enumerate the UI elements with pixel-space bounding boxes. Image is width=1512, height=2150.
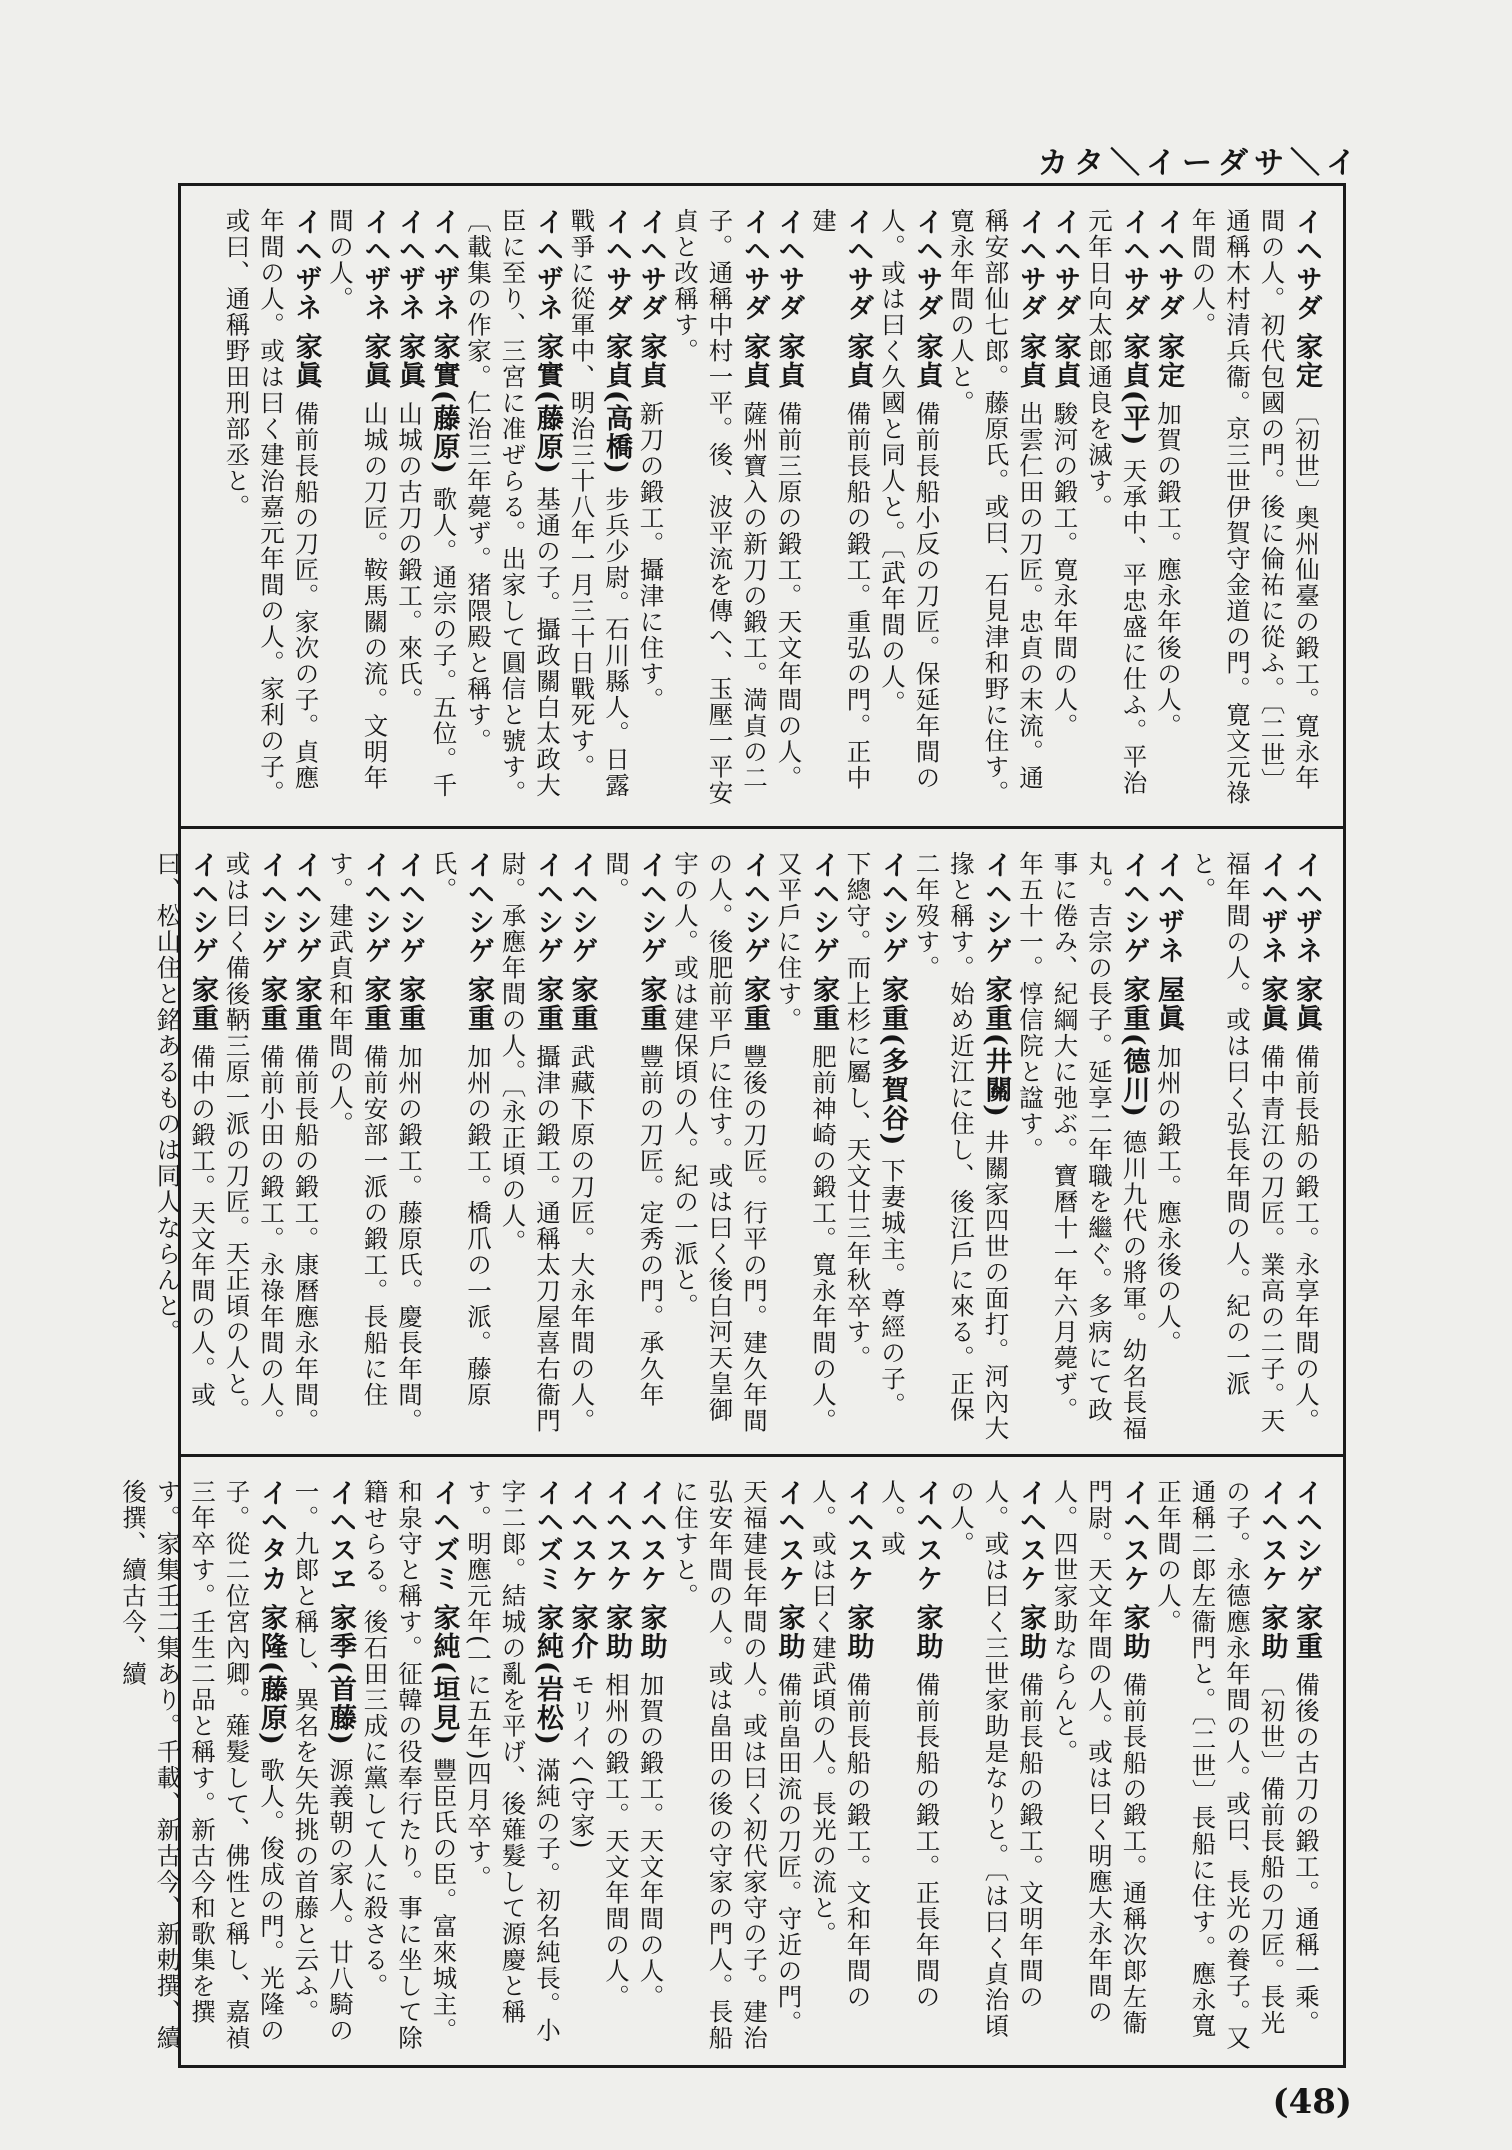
- entry-headword: イヘシゲ: [359, 851, 391, 976]
- dictionary-entry: [564, 208, 633, 814]
- entry-headword: イヘザネ: [1153, 851, 1184, 976]
- running-header: カタ＼イーダサ＼イ: [1038, 146, 1362, 181]
- entry-headword: イヘスケ: [566, 1479, 598, 1604]
- entry-headword: イヘシゲ: [187, 851, 218, 976]
- entry-headword: イヘザネ: [359, 208, 391, 333]
- entry-name: 家貞: [1049, 332, 1081, 401]
- entry-name: 家助: [1118, 1603, 1150, 1672]
- entry-headword: イヘサダ: [911, 208, 943, 333]
- dictionary-entry: [323, 208, 392, 814]
- dictionary-entry: [1185, 851, 1289, 1442]
- entry-definition: 備前長船の鍛工。永享年間の人。: [1292, 1043, 1321, 1434]
- entry-name: 家重: [394, 975, 425, 1044]
- dictionary-entry: [633, 1479, 668, 2053]
- entry-headword: イヘサダ: [601, 208, 632, 333]
- entry-name: 家重: [290, 975, 322, 1044]
- dictionary-entry: [357, 1479, 461, 2053]
- entry-headword: イヘスケ: [842, 1479, 874, 1604]
- entry-name: 家隆(藤原): [256, 1603, 287, 1758]
- dictionary-frame: [119, 183, 1346, 2068]
- entry-headword: イヘシゲ: [1291, 1479, 1322, 1604]
- dictionary-entry: [564, 851, 599, 1442]
- entry-definition: 備後の古刀の鍛工。通稱一乘。: [1292, 1671, 1321, 2036]
- entry-headword: イヘサダ: [1118, 208, 1150, 333]
- entry-name: 家重: [463, 975, 494, 1044]
- entry-headword: イヘシゲ: [256, 851, 287, 976]
- entry-name: 家助: [635, 1603, 667, 1672]
- entry-name: 家純(垣見): [428, 1603, 460, 1758]
- dictionary-entry: [840, 851, 909, 1442]
- dictionary-entry: [1289, 1479, 1324, 2053]
- entry-definition: 備前三原の鍛工。天文年間の人。: [774, 400, 804, 791]
- entry-definition: 源義朝の家人。廿八騎の一。九郞と稱し、異名を矢先挑の首藤と云ふ。: [291, 1479, 355, 2044]
- dictionary-entry: [599, 1479, 634, 2053]
- entry-definition: 基通の子。攝政關白太政大臣に至り、三宮に准ぜらる。出家して圓信と號す。〔載集の作家。仁治三年薨ず。猪隈殿と稱す。: [464, 208, 562, 806]
- entry-definition: 武藏下原の刀匠。大永年間の人。: [567, 1043, 597, 1434]
- entry-name: 家重: [532, 975, 563, 1044]
- entry-definition: 加州の鍛工。藤原氏。慶長年間。: [395, 1043, 424, 1434]
- entry-headword: イヘスケ: [1118, 1479, 1150, 1604]
- entry-definition: 備前長船小反の刀匠。保延年間の人。或は曰く久國と同人と。〔武年間の人。: [878, 208, 942, 791]
- entry-definition: 備前長船の鍛工。文和年間の人。或は曰く建武頃の人。長光の流と。: [809, 1479, 873, 2010]
- entry-definition: 加州の鍛工。應永後の人。: [1154, 1043, 1183, 1356]
- entry-definition: 天承中、平忠盛に仕ふ。平治元年日向太郎通良を滅す。: [1085, 208, 1149, 796]
- entry-definition: 歌人。通宗の子。五位。千: [429, 486, 459, 799]
- entry-name: 家助: [1256, 1603, 1288, 1672]
- dictionary-entry: [806, 1479, 875, 2053]
- entry-name: 家重: [1291, 1603, 1322, 1672]
- dictionary-entry: [219, 851, 288, 1442]
- dictionary-entry: [392, 851, 427, 1442]
- entry-definition: 歌人。俊成の門。光隆の子。從二位宮內卿。薙髮して、佛性と稱し、嘉禎三年卒す。壬生二品と稱す。新古今和歌集を撰す。家集壬二集あり。千載、新古今、新勅撰、續後撰、續古今、續: [119, 1479, 286, 2051]
- entry-definition: モリイヘ(守家): [567, 1671, 597, 1850]
- entry-definition: 備中の鍛工。天文年間の人。或曰、松山住と銘あるものは同人ならんと。: [153, 851, 217, 1408]
- entry-name: 家貞: [1015, 332, 1046, 401]
- entry-headword: イヘサダ: [739, 208, 770, 333]
- entry-headword: イヘザネ: [532, 208, 563, 333]
- entry-name: 家重: [359, 975, 391, 1044]
- entry-headword: イヘシゲ: [566, 851, 598, 976]
- dictionary-entry: [909, 851, 1013, 1442]
- entry-headword: イヘサダ: [1015, 208, 1046, 333]
- entry-headword: イヘズミ: [428, 1479, 460, 1604]
- entry-name: 家定: [1153, 332, 1184, 401]
- entry-headword: イヘシゲ: [463, 851, 494, 976]
- entry-headword: イヘシゲ: [739, 851, 770, 976]
- dictionary-entry: [288, 1479, 357, 2053]
- dictionary-entry: [875, 1479, 944, 2053]
- entry-name: 屋眞: [1153, 975, 1184, 1044]
- entry-headword: イヘスケ: [911, 1479, 943, 1604]
- panel-middle: [153, 826, 1343, 1454]
- dictionary-entry: [1082, 208, 1151, 814]
- entry-definition: 德川九代の將軍。幼名長福丸。吉宗の長子。延享二年職を繼ぐ。多病にて政事に倦み、紀綱大に弛ぶ。寶曆十一年六月薨ず。年五十一。惇信院と諡す。: [1016, 851, 1149, 1442]
- entry-name: 家貞(平): [1118, 332, 1150, 458]
- entry-name: 家眞: [1256, 975, 1288, 1044]
- entry-headword: イヘズミ: [532, 1479, 563, 1604]
- entry-name: 家純(岩松): [532, 1603, 563, 1758]
- entry-name: 家季(首藤): [325, 1603, 356, 1758]
- dictionary-entry: [771, 208, 806, 814]
- entry-definition: 備前長船の鍛工。重弘の門。正中建: [809, 208, 873, 791]
- entry-name: 家助: [911, 1603, 943, 1672]
- entry-name: 家重: [187, 975, 218, 1044]
- dictionary-entry: [392, 208, 427, 814]
- entry-name: 家貞: [739, 332, 770, 401]
- entry-definition: 加州の鍛工。橋爪の一派。藤原氏。: [429, 851, 493, 1408]
- dictionary-entry: [288, 851, 323, 1442]
- entry-name: 家重: [739, 975, 770, 1044]
- dictionary-entry: [668, 1479, 806, 2053]
- entry-headword: イヘシゲ: [635, 851, 667, 976]
- entry-definition: 備前長船の鍛工。文明年間の人。或は曰く三世家助是なりと。〔は曰く貞治頃の人。: [947, 1479, 1045, 2039]
- entry-headword: イヘサダ: [842, 208, 874, 333]
- entry-definition: 新刀の鍛工。攝津に住す。: [636, 400, 666, 713]
- panel-bottom: [119, 1454, 1343, 2065]
- entry-definition: 豐前の刀匠。定秀の門。承久年間。: [602, 851, 666, 1408]
- panel-text: [191, 208, 1323, 814]
- entry-name: 家重(多賀谷): [877, 975, 908, 1158]
- entry-name: 家貞: [773, 332, 805, 401]
- dictionary-entry: [1151, 1479, 1289, 2053]
- dictionary-entry: [116, 1479, 289, 2053]
- entry-name: 家助: [842, 1603, 874, 1672]
- entry-headword: イヘシゲ: [532, 851, 563, 976]
- entry-definition: 備前長船の鍛工。康曆應永年間。: [291, 1043, 321, 1434]
- entry-name: 家重: [256, 975, 287, 1044]
- entry-definition: 備前長船の鍛工。通稱次郞左衞門尉。天文年間の人。或は曰く明應大永年間の人。四世家助ならんと。: [1050, 1479, 1149, 2036]
- entry-name: 家助: [1015, 1603, 1046, 1672]
- entry-headword: イヘスケ: [1256, 1479, 1288, 1604]
- dictionary-entry: [1151, 208, 1186, 814]
- dictionary-entry: [944, 208, 1048, 814]
- entry-name: 家眞: [394, 332, 425, 401]
- dictionary-entry: [1289, 851, 1324, 1442]
- entry-headword: イヘサダ: [773, 208, 805, 333]
- dictionary-entry: [426, 208, 461, 814]
- entry-definition: 步兵少尉。石川縣人。日露戰爭に從軍中、明治三十八年一月三十日戰死す。: [567, 208, 631, 799]
- entry-headword: イヘシゲ: [290, 851, 322, 976]
- dictionary-entry: [668, 208, 772, 814]
- entry-name: 家助: [601, 1603, 632, 1672]
- entry-headword: イヘシゲ: [1118, 851, 1150, 976]
- entry-headword: イヘスケ: [1015, 1479, 1046, 1604]
- entry-definition: 山城の刀匠。鞍馬關の流。文明年間の人。: [326, 208, 390, 791]
- entry-definition: 豐後の刀匠。行平の門。建久年間の人。後肥前平戶に住す。或は曰く後白河天皇御宇の人。或は建保頃の人。紀の一派と。: [671, 851, 769, 1434]
- entry-name: 家重(德川): [1118, 975, 1150, 1130]
- entry-name: 家眞: [290, 332, 322, 401]
- panel-text: [119, 1479, 1323, 2053]
- entry-headword: イヘタカ: [256, 1479, 287, 1604]
- entry-definition: 出雲仁田の刀匠。忠貞の末流。通稱安部仙七郎。藤原氏。或曰、石見津和野に住す。寛永年間の人と。: [947, 208, 1045, 806]
- dictionary-entry: [426, 851, 495, 1442]
- page-number: (48): [1272, 2082, 1352, 2122]
- entry-headword: イヘスケ: [773, 1479, 805, 1604]
- entry-name: 家定: [1291, 332, 1322, 401]
- entry-headword: イヘサダ: [1049, 208, 1081, 333]
- entry-headword: イヘスヱ: [325, 1479, 356, 1604]
- entry-definition: 加賀の鍛工。應永年後の人。: [1154, 400, 1183, 739]
- entry-headword: イヘシゲ: [877, 851, 908, 976]
- entry-name: 家介: [566, 1603, 598, 1672]
- dictionary-entry: [495, 851, 564, 1442]
- dictionary-entry: [1185, 208, 1323, 814]
- entry-name: 家重: [808, 975, 839, 1044]
- entry-name: 家重(井關): [980, 975, 1012, 1130]
- entry-definition: 〔初世〕備前長船の刀匠。長光の子。永德應永年間の人。或曰、長光の養子。又通稱二郞左衞門と。〔二世〕長船に住す。應永寬正年間の人。: [1154, 1479, 1287, 2051]
- entry-definition: 備中青江の刀匠。業高の二子。天福年間の人。或は曰く弘長年間の人。紀の一派と。: [1188, 851, 1287, 1434]
- entry-headword: イヘスケ: [635, 1479, 667, 1604]
- entry-name: 家眞: [1291, 975, 1322, 1044]
- entry-definition: 備前長船の刀匠。家次の子。貞應年間の人。或は曰く建治嘉元年間の人。家利の子。或曰、通稱野田刑部丞と。: [222, 208, 321, 806]
- entry-headword: イヘシゲ: [394, 851, 425, 976]
- entry-headword: イヘサダ: [1153, 208, 1184, 333]
- dictionary-entry: [461, 208, 565, 814]
- entry-definition: 相州の鍛工。天文年間の人。: [602, 1671, 631, 2010]
- dictionary-entry: [1013, 851, 1151, 1442]
- entry-name: 家貞: [842, 332, 874, 401]
- entry-headword: イヘサダ: [635, 208, 667, 333]
- entry-definition: 攝津の鍛工。通稱太刀屋喜右衞門尉。承應年間の人。〔永正頃の人。: [498, 851, 562, 1434]
- dictionary-entry: [875, 208, 944, 814]
- panel-top: [181, 186, 1343, 826]
- entry-definition: 山城の古刀の鍛工。來氏。: [395, 400, 424, 713]
- entry-headword: イヘザネ: [1256, 851, 1288, 976]
- entry-headword: イヘザネ: [394, 208, 425, 333]
- dictionary-entry: [323, 851, 392, 1442]
- entry-name: 家眞: [359, 332, 391, 401]
- entry-definition: 薩州寶入の新刀の鍛工。満貞の二子。通稱中村一平。後、波平流を傳へ、玉壓一平安貞と改稱す。: [671, 208, 769, 806]
- entry-definition: 備前安部一派の鍛工。長船に住す。建武貞和年間の人。: [326, 851, 390, 1408]
- entry-headword: イヘザネ: [1291, 851, 1322, 976]
- entry-headword: イヘザネ: [290, 208, 322, 333]
- dictionary-entry: [564, 1479, 599, 2053]
- entry-headword: イヘスケ: [601, 1479, 632, 1604]
- dictionary-entry: [599, 851, 668, 1442]
- dictionary-entry: [806, 208, 875, 814]
- entry-name: 家貞(高橋): [601, 332, 632, 487]
- entry-definition: 下妻城主。尊經の子。下總守。而上杉に屬し、天文廿三年秋卒す。: [843, 851, 907, 1418]
- dictionary-entry: [1047, 208, 1082, 814]
- entry-headword: イヘザネ: [428, 208, 460, 333]
- entry-name: 家重: [635, 975, 667, 1044]
- entry-headword: イヘサダ: [1291, 208, 1322, 333]
- entry-name: 家實(藤原): [428, 332, 460, 487]
- entry-headword: イヘシゲ: [808, 851, 839, 976]
- panel-text: [153, 851, 1323, 1442]
- entry-definition: 備前長船の鍛工。正長年間の人。或: [878, 1479, 942, 2010]
- dictionary-entry: [1151, 851, 1186, 1442]
- entry-definition: 備前畠田流の刀匠。守近の門。天福建長年間の人。或は曰く初代家守の子。建治弘安年間の人。或は畠田の後の守家の門人。長船に住すと。: [671, 1479, 804, 2051]
- entry-name: 家貞: [635, 332, 667, 401]
- dictionary-entry: [150, 851, 219, 1442]
- entry-headword: イヘシゲ: [980, 851, 1012, 976]
- entry-name: 家助: [773, 1603, 805, 1672]
- entry-definition: 滿純の子。初名純長。小字二郞。結城の亂を平げ、後薙髮して源慶と稱す。明應元年(一に五年)四月卒す。: [464, 1479, 562, 2044]
- dictionary-entry: [944, 1479, 1048, 2053]
- entry-definition: 肥前神崎の鍛工。寬永年間の人。又平戶に住す。: [774, 851, 838, 1434]
- entry-definition: 豐臣氏の臣。富來城主。和泉守と稱す。征韓の役奉行たり。事に坐して除籍せらる。後石田三成に黨して人に殺さる。: [360, 1479, 459, 2051]
- dictionary-entry: [633, 208, 668, 814]
- entry-name: 家實(藤原): [532, 332, 563, 487]
- entry-name: 家重: [566, 975, 598, 1044]
- entry-name: 家貞: [911, 332, 943, 401]
- dictionary-entry: [771, 851, 840, 1442]
- entry-definition: 〔初世〕奥州仙臺の鍛工。寛永年間の人。初代包國の門。後に倫祐に從ふ。〔二世〕通稱木村清兵衞。京三世伊賀守金道の門。寛文元祿年間の人。: [1188, 208, 1321, 806]
- entry-definition: 駿河の鍛工。寛永年間の人。: [1050, 400, 1080, 739]
- entry-definition: 加賀の鍛工。天文年間の人。: [636, 1671, 666, 2010]
- dictionary-entry: [668, 851, 772, 1442]
- entry-definition: 備前小田の鍛工。永祿年間の人。或は曰く備後鞆三原一派の刀匠。天正頃の人と。: [222, 851, 286, 1434]
- dictionary-entry: [1047, 1479, 1151, 2053]
- entry-definition: 井關家四世の面打。河內大掾と稱す。始め近江に住し、後江戶に來る。正保二年歿す。: [912, 851, 1011, 1442]
- dictionary-entry: [461, 1479, 565, 2053]
- dictionary-entry: [219, 208, 323, 814]
